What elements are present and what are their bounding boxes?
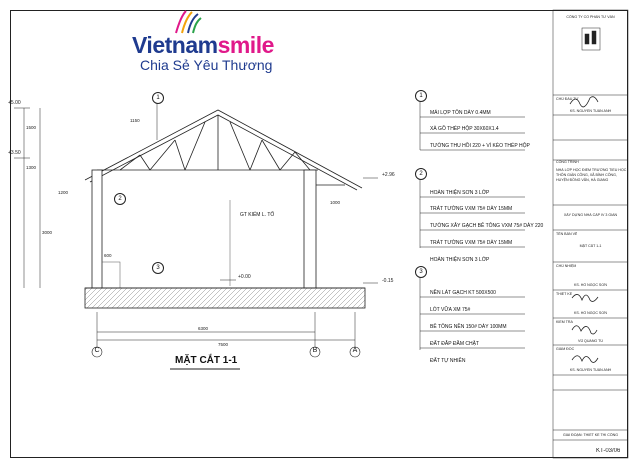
callout-2: 2 xyxy=(114,193,126,205)
note-callout-2: 2 xyxy=(415,168,427,180)
tb-project-label: CÔNG TRÌNH xyxy=(556,160,579,164)
axis-b: B xyxy=(312,347,318,354)
dim-7500: 7500 xyxy=(218,342,229,347)
drawing-title: MẶT CẮT 1-1 xyxy=(175,355,238,366)
axis-c: C xyxy=(94,347,100,354)
note-1-3: TƯỜNG THU HỒI 220 + VÌ KÈO THÉP HỘP xyxy=(430,143,530,149)
tb-name-2: KS. HỒ NGỌC SƠN xyxy=(573,311,608,315)
note-3-1: NỀN LÁT GẠCH KT 500X500 xyxy=(430,290,496,296)
note-1-1: MÁI LỢP TÔN DÀY 0.4MM xyxy=(430,110,491,116)
dim-1150: 1150 xyxy=(130,118,140,123)
dim-1500: 1500 xyxy=(26,125,37,130)
tb-project: NHÀ LỚP HỌC ĐIỂM TRƯỜNG TIỂU HỌC THÔN GIÀN CÔNG, XÃ BÌNH CÔNG, HUYỆN ĐỒNG VĂN, HÀ GIANG xyxy=(556,168,627,182)
note-2-3: TƯỜNG XÂY GẠCH BÊ TÔNG VXM 75# DÀY 220 xyxy=(430,223,544,229)
tb-stage: GIAI ĐOẠN: THIẾT KẾ THI CÔNG xyxy=(562,433,619,437)
note-3-3: BÊ TÔNG NỀN 150# DÀY 100MM xyxy=(430,324,507,330)
tb-name-4: KS. NGUYỄN TUẤN ANH xyxy=(569,368,612,372)
level-ticks xyxy=(14,108,378,288)
level-plus-5: +5.00 xyxy=(8,100,21,106)
tb-chief: KS. NGUYỄN TUẤN ANH xyxy=(569,109,612,113)
tb-sheet-number: KT-03/06 xyxy=(596,448,621,454)
company-emblem xyxy=(582,28,600,50)
roof xyxy=(85,110,362,190)
level-plus-3-5: +3.50 xyxy=(8,150,21,156)
tb-company: CÔNG TY CỔ PHẦN TƯ VẤN xyxy=(566,15,615,19)
dim-1200: 1200 xyxy=(58,190,69,195)
note-callout-1: 1 xyxy=(415,90,427,102)
openings xyxy=(102,200,230,288)
signatures xyxy=(570,97,598,363)
tb-role-4: GIÁM ĐỐC xyxy=(556,347,575,351)
note-2-5: HOÀN THIỆN SƠN 3 LỚP xyxy=(430,257,490,263)
tb-name-3: VŨ QUANG TÚ xyxy=(578,339,603,343)
tb-owner-label: CHỦ ĐẦU TƯ xyxy=(556,97,579,101)
note-2-2: TRÁT TƯỜNG VXM 75# DÀY 15MM xyxy=(430,206,513,212)
dim-600: 600 xyxy=(104,253,112,258)
tb-item: XÂY DỰNG NHÀ CẤP IV 3 GIAN xyxy=(563,213,618,217)
dim-1000: 1000 xyxy=(330,200,341,205)
note-callout-3: 3 xyxy=(415,266,427,278)
tb-role-3: KIỂM TRA xyxy=(556,320,573,324)
note-1-2: XÀ GỒ THÉP HỘP 30X60X1.4 xyxy=(430,126,499,132)
note-3-4: ĐẤT ĐẮP ĐẦM CHẶT xyxy=(430,341,479,347)
tb-role-1: CHỦ NHIỆM xyxy=(556,264,577,268)
note-3-5: ĐẤT TỰ NHIÊN xyxy=(430,358,466,364)
floor-annotation: GT KIỂM L. TỐ xyxy=(240,212,275,218)
tb-role-2: THIẾT KẾ xyxy=(556,292,573,296)
level-zero: +0.00 xyxy=(238,274,251,280)
level-minus-0-15: -0.15 xyxy=(382,278,394,284)
logo-word-vietnam: Vietnam xyxy=(132,32,218,58)
dim-1300: 1300 xyxy=(26,165,37,170)
level-plus-2-96: +2.96 xyxy=(382,172,395,178)
callout-1: 1 xyxy=(152,92,164,104)
note-2-1: HOÀN THIỆN SƠN 3 LỚP xyxy=(430,190,490,196)
tb-name-1: KS. HỒ NGỌC SƠN xyxy=(573,283,608,287)
walls xyxy=(92,170,345,288)
axis-a: A xyxy=(352,347,358,354)
note-2-4: TRÁT TƯỜNG VXM 75# DÀY 15MM xyxy=(430,240,513,246)
tb-drawing-name-label: TÊN BẢN VẼ xyxy=(556,232,578,236)
logo-word-smile: smile xyxy=(217,32,274,58)
dim-6300: 6300 xyxy=(198,326,209,331)
tb-drawing-name: MẶT CẮT 1-1 xyxy=(579,244,602,248)
floor-and-foundation xyxy=(85,288,365,308)
note-3-2: LÓT VỮA XM 75# xyxy=(430,307,471,313)
dim-3000: 3000 xyxy=(42,230,53,235)
callout-3: 3 xyxy=(152,262,164,274)
logo-tagline: Chia Sẻ Yêu Thương xyxy=(140,57,273,73)
